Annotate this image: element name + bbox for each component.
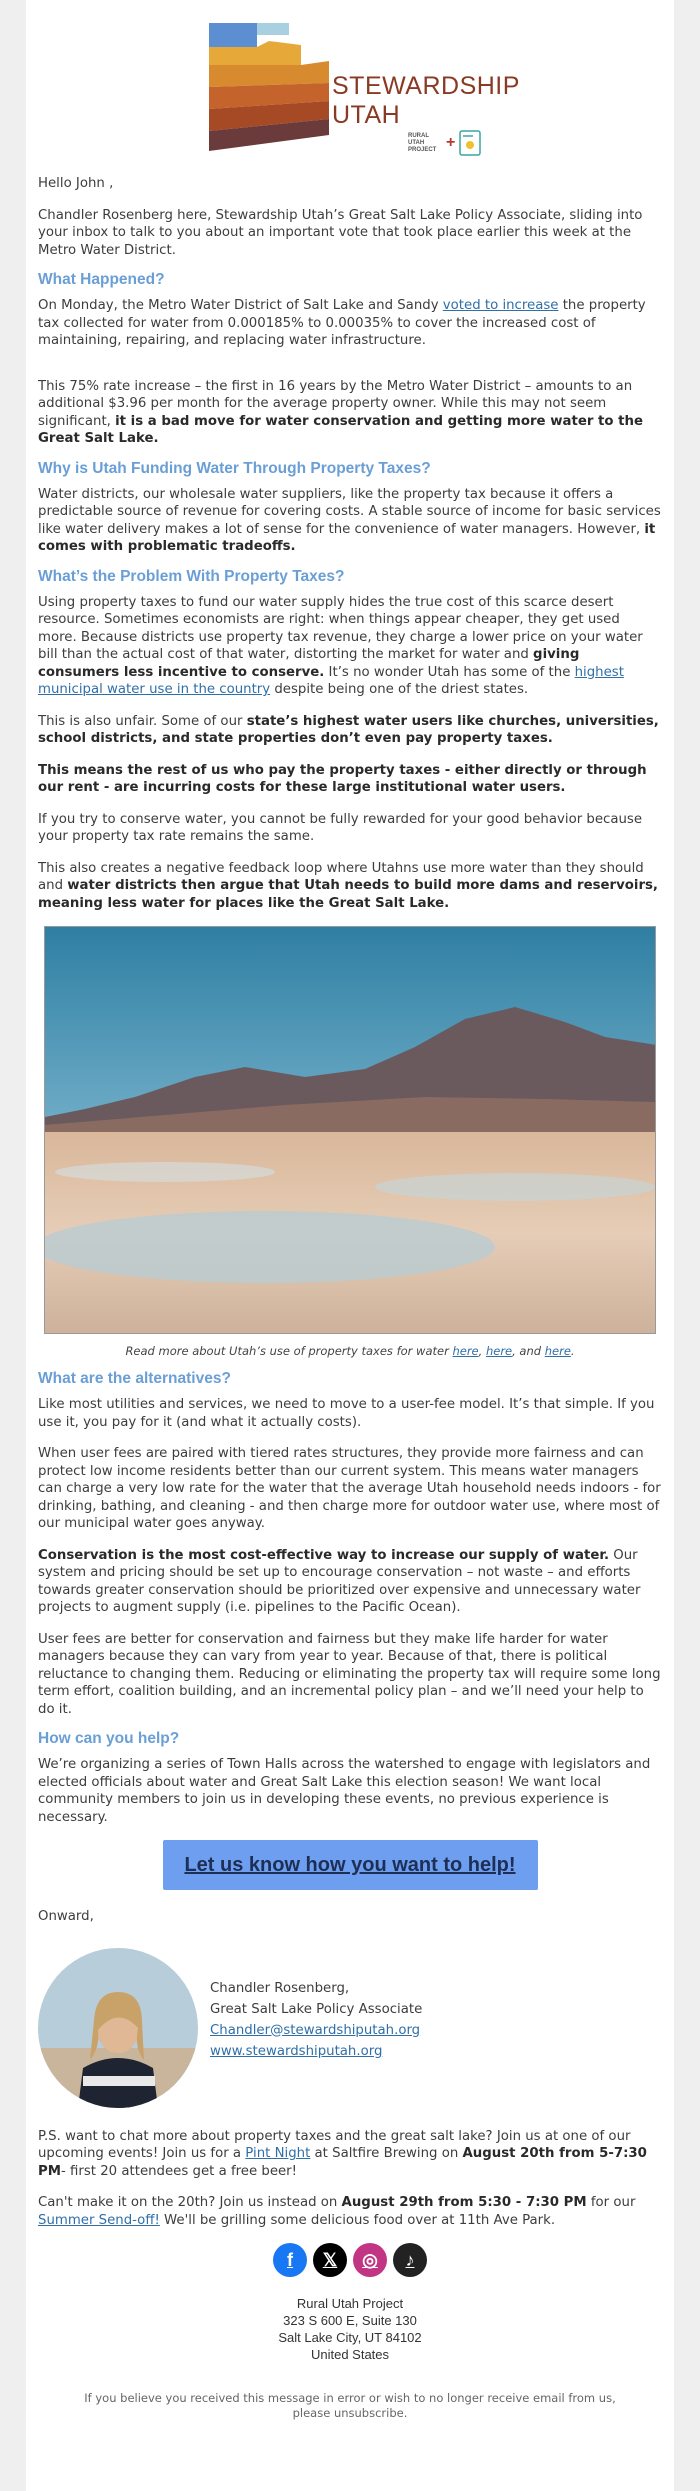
paragraph: We’re organizing a series of Town Halls across the watershed to engage with legislators and elected officials about water and Great Salt Lake this election season! We want local community members to join us in developing these events, no previous experience is necessary.: [38, 1757, 651, 1825]
text: the property tax collected for water from 0.000185% to 0.00035% to cover the increased cost of maintaining, repairing, and replacing water infrastructure.: [38, 298, 646, 348]
unsubscribe-notice[interactable]: If you believe you received this message in error or wish to no longer receive email from us, please unsubscribe.: [84, 2391, 616, 2420]
text: ,: [478, 1344, 486, 1358]
paragraph: [38, 297, 662, 350]
paragraph: If you try to conserve water, you cannot be fully rewarded for your good behavior because your property tax rate remains the same.: [38, 811, 643, 844]
text: despite being one of the driest states.: [270, 682, 529, 697]
logo-line-2: UTAH: [332, 101, 401, 129]
summer-send-off-link[interactable]: Summer Send-off!: [38, 2212, 160, 2228]
bold-text: giving consumers less incentive to conserve.: [38, 647, 580, 680]
heading-why-funding: Why is Utah Funding Water Through Property Taxes?: [38, 459, 431, 477]
social-links: [38, 2243, 662, 2277]
heading-what-happened: What Happened?: [38, 271, 165, 288]
great-salt-lake-photo: [44, 926, 656, 1334]
address-country: United States: [310, 2347, 390, 2362]
photo-caption: [38, 1344, 662, 1358]
instagram-icon[interactable]: ◎: [353, 2243, 387, 2277]
heading-alternatives: What are the alternatives?: [38, 1370, 231, 1387]
intro-paragraph: Chandler Rosenberg here, Stewardship Utah’s Great Salt Lake Policy Associate, sliding into your inbox to talk to you about an important vote that took place earlier this week at the Metro Water District.: [38, 207, 643, 258]
email-body: [26, 175, 674, 2421]
pint-night-link[interactable]: Pint Night: [245, 2146, 311, 2161]
bold-text: state’s highest water users like churches, universities, school districts, and state properties don’t even pay property taxes.: [38, 713, 659, 746]
text: Water districts, our wholesale water suppliers, like the property tax because it offers a predictable source of revenue for covering costs. A stable source of income for basic services like water delivery makes a lot of sense for the convenience of water managers. However,: [38, 486, 661, 537]
paragraph: [38, 762, 662, 797]
bold-text: August 20th from 5-7:30 PM: [38, 2146, 647, 2179]
bold-text: This means the rest of us who pay the property taxes - either directly or through our rent - are incurring costs for these large institutional water users.: [38, 762, 647, 795]
heading-problem: What’s the Problem With Property Taxes?: [38, 567, 345, 585]
plus-icon: +: [446, 134, 456, 151]
paragraph: [38, 378, 662, 448]
text: .: [570, 1344, 575, 1358]
address-city: Salt Lake City, UT 84102: [278, 2330, 422, 2345]
paragraph: [38, 713, 662, 748]
paragraph: User fees are better for conservation and fairness but they make life harder for water managers because they can vary from year to year. Because of that, there is political reluctance to changing them. Reducing or eliminating the property tax will require some long term effort, coalition building, and an incremental policy plan – and we’ll need your help to do it.: [38, 1631, 661, 1717]
text: , and: [512, 1344, 545, 1358]
partner-logos: [408, 130, 481, 156]
mailing-address: [38, 2295, 662, 2363]
bold-text: Conservation is the most cost-effective way to increase our supply of water.: [38, 1547, 610, 1563]
address-org: Rural Utah Project: [296, 2296, 404, 2311]
rural-utah-project-logo: RURAL UTAH PROJECT: [408, 132, 437, 153]
facebook-icon[interactable]: f: [273, 2243, 307, 2277]
bold-text: August 29th from 5:30 - 7:30 PM: [341, 2195, 587, 2210]
text: This is also unfair. Some of our: [38, 713, 247, 729]
tiktok-icon[interactable]: ♪: [393, 2243, 427, 2277]
email-link[interactable]: Chandler@stewardshiputah.org: [210, 2022, 421, 2038]
highest-water-use-link[interactable]: highest municipal water use in the country: [38, 664, 624, 697]
address-street: 323 S 600 E, Suite 130: [283, 2313, 417, 2328]
greeting: Hello John ,: [38, 176, 114, 191]
cta-wrap: [38, 1840, 662, 1890]
logo-line-1: STEWARDSHIP: [332, 72, 520, 100]
signature-block: [38, 1948, 662, 2108]
signature-lines: [210, 1978, 422, 2062]
text: On Monday, the Metro Water District of Salt Lake and Sandy: [38, 298, 443, 313]
text: - first 20 attendees get a free beer!: [60, 2163, 297, 2179]
let-us-know-button[interactable]: Let us know how you want to help!: [163, 1840, 538, 1890]
text: P.S. want to chat more about property taxes and the great salt lake? Join us at one of our upcoming events! Join us for a: [38, 2128, 631, 2161]
paragraph: [38, 594, 662, 699]
ps-paragraph: [38, 2128, 662, 2181]
bold-text: it is a bad move for water conservation and getting more water to the Great Salt Lake.: [38, 413, 643, 446]
landscape-image: [45, 927, 656, 1334]
ps-paragraph: [38, 2194, 662, 2229]
signature-name: Chandler Rosenberg,: [210, 1980, 350, 1996]
email-card: [26, 0, 674, 2491]
heading-help: How can you help?: [38, 1730, 180, 1747]
bold-text: it comes with problematic tradeoffs.: [38, 521, 656, 554]
text: This also creates a negative feedback loop where Utahns use more water than they should and: [38, 860, 644, 893]
paragraph: Like most utilities and services, we need to move to a user-fee model. It’s that simple. If you use it, you pay for it (and what it actually costs).: [38, 1397, 655, 1430]
text: This 75% rate increase – the first in 16 years by the Metro Water District – amounts to an additional $3.96 per month for the average property owner. While this may not seem significant,: [38, 378, 633, 429]
read-more-link-2[interactable]: here: [485, 1344, 513, 1358]
portrait-image: [38, 1948, 198, 2108]
text: Using property taxes to fund our water supply hides the true cost of this scarce desert resource. Sometimes economists are right: when things appear cheaper, they get used more. Because districts use property tax revenue, they charge a lower price on your water bill than the actual cost of that water, distorting the market for water and: [38, 594, 643, 662]
text: Our system and pricing should be set up to encourage conservation – not waste – and efforts towards greater conservation should be prioritized over expensive and unnecessary water projects to augment supply (i.e. pipelines to the Pacific Ocean).: [38, 1547, 641, 1615]
paragraph: [38, 860, 662, 913]
x-icon[interactable]: 𝕏: [313, 2243, 347, 2277]
text: It’s no wonder Utah has some of the: [324, 664, 575, 680]
paragraph: [38, 1547, 662, 1617]
partner-badge-icon: [459, 130, 481, 156]
avatar: [38, 1948, 198, 2108]
voted-to-increase-link[interactable]: voted to increase: [442, 298, 559, 313]
text: at Saltfire Brewing on: [310, 2146, 463, 2161]
stewardship-utah-logo: [209, 23, 329, 153]
closing: Onward,: [38, 1909, 94, 1924]
bold-text: water districts then argue that Utah needs to build more dams and reservoirs, meaning less water for places like the Great Salt Lake.: [38, 878, 658, 911]
paragraph: When user fees are paired with tiered rates structures, they provide more fairness and can protect low income residents better than our current system. This means water managers can charge a very low rate for the water that the average Utah household needs indoors - for drinking, bathing, and cleaning - and then charge more for outdoor water use, where most of our municipal water goes anyway.: [38, 1446, 661, 1531]
read-more-link-1[interactable]: here: [452, 1344, 479, 1358]
text: for our: [586, 2195, 636, 2210]
header: [26, 0, 674, 175]
signature-title: Great Salt Lake Policy Associate: [210, 2001, 423, 2017]
text: Read more about Utah’s use of property taxes for water: [125, 1344, 453, 1358]
website-link[interactable]: www.stewardshiputah.org: [210, 2043, 383, 2059]
read-more-link-3[interactable]: here: [544, 1344, 571, 1358]
text: We'll be grilling some delicious food over at 11th Ave Park.: [159, 2212, 556, 2228]
logo-wordmark: [332, 72, 520, 130]
paragraph: [38, 486, 662, 556]
text: Can't make it on the 20th? Join us instead on: [38, 2195, 342, 2210]
